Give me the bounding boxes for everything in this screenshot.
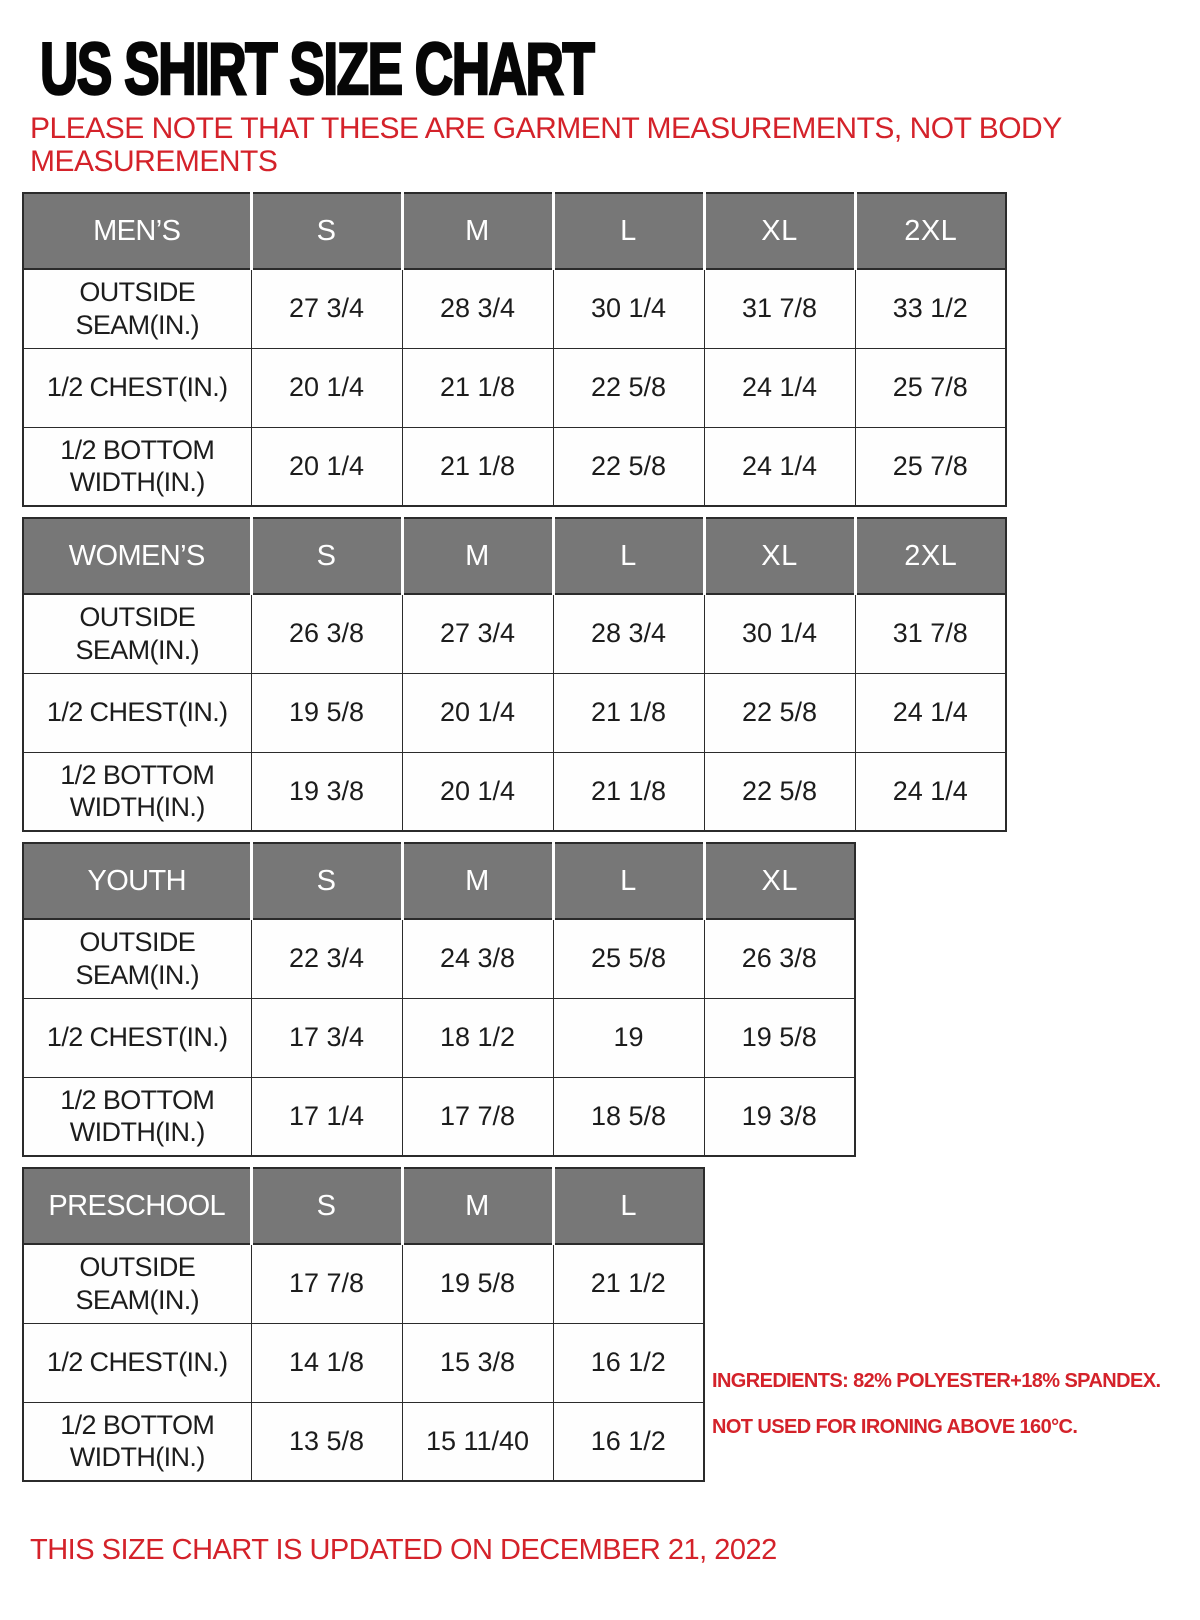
youth-size-header: L — [553, 843, 704, 919]
size-value: 17 7/8 — [402, 1077, 553, 1156]
size-tables-container — [0, 192, 1200, 1482]
size-value: 19 3/8 — [251, 752, 402, 831]
youth-size-header: S — [251, 843, 402, 919]
womens-size-header: XL — [704, 518, 855, 594]
size-value: 22 5/8 — [553, 427, 704, 506]
mens-size-header: XL — [704, 193, 855, 269]
youth-category-header: YOUTH — [23, 843, 251, 919]
womens-size-header: 2XL — [855, 518, 1006, 594]
size-value: 14 1/8 — [251, 1323, 402, 1402]
size-table-preschool — [22, 1167, 705, 1482]
row-label: 1/2 CHEST(IN.) — [23, 1323, 251, 1402]
womens-category-header: WOMEN’S — [23, 518, 251, 594]
mens-size-header: 2XL — [855, 193, 1006, 269]
row-label: 1/2 CHEST(IN.) — [23, 673, 251, 752]
row-label: 1/2 BOTTOM WIDTH(IN.) — [23, 752, 251, 831]
size-value: 26 3/8 — [704, 919, 855, 998]
header-row — [23, 843, 855, 919]
row-label: 1/2 BOTTOM WIDTH(IN.) — [23, 1077, 251, 1156]
ingredients-line-1: INGREDIENTS: 82% POLYESTER+18% SPANDEX. — [712, 1369, 1161, 1392]
size-table-youth — [22, 842, 856, 1157]
size-value: 22 5/8 — [553, 348, 704, 427]
row-label: 1/2 BOTTOM WIDTH(IN.) — [23, 1402, 251, 1481]
row-label: OUTSIDE SEAM(IN.) — [23, 594, 251, 673]
size-value: 28 3/4 — [553, 594, 704, 673]
size-value: 18 1/2 — [402, 998, 553, 1077]
garment-measurement-note: PLEASE NOTE THAT THESE ARE GARMENT MEASUREMENTS, NOT BODY MEASUREMENTS — [30, 112, 1062, 178]
table-row — [23, 594, 1006, 673]
size-value: 24 1/4 — [704, 348, 855, 427]
size-value: 27 3/4 — [402, 594, 553, 673]
size-value: 24 1/4 — [704, 427, 855, 506]
row-label: OUTSIDE SEAM(IN.) — [23, 1244, 251, 1323]
size-value: 16 1/2 — [553, 1323, 704, 1402]
preschool-size-header: L — [553, 1168, 704, 1244]
size-chart-page — [0, 27, 1200, 1566]
youth-size-header: M — [402, 843, 553, 919]
mens-size-header: M — [402, 193, 553, 269]
size-value: 33 1/2 — [855, 269, 1006, 348]
size-value: 21 1/2 — [553, 1244, 704, 1323]
size-value: 30 1/4 — [704, 594, 855, 673]
preschool-size-header: S — [251, 1168, 402, 1244]
mens-size-header: S — [251, 193, 402, 269]
table-row — [23, 673, 1006, 752]
size-value: 21 1/8 — [402, 427, 553, 506]
table-row — [23, 269, 1006, 348]
size-value: 20 1/4 — [402, 673, 553, 752]
table-row — [23, 1323, 704, 1402]
row-label: OUTSIDE SEAM(IN.) — [23, 919, 251, 998]
preschool-category-header: PRESCHOOL — [23, 1168, 251, 1244]
size-value: 16 1/2 — [553, 1402, 704, 1481]
size-value: 31 7/8 — [855, 594, 1006, 673]
size-value: 20 1/4 — [251, 427, 402, 506]
header-row — [23, 193, 1006, 269]
mens-size-header: L — [553, 193, 704, 269]
size-value: 19 5/8 — [704, 998, 855, 1077]
row-label: 1/2 BOTTOM WIDTH(IN.) — [23, 427, 251, 506]
size-value: 31 7/8 — [704, 269, 855, 348]
size-value: 18 5/8 — [553, 1077, 704, 1156]
size-value: 24 1/4 — [855, 673, 1006, 752]
ingredients-line-2: NOT USED FOR IRONING ABOVE 160°C. — [712, 1415, 1078, 1438]
size-value: 24 1/4 — [855, 752, 1006, 831]
table-row — [23, 427, 1006, 506]
size-value: 19 3/8 — [704, 1077, 855, 1156]
size-value: 19 5/8 — [402, 1244, 553, 1323]
womens-size-header: L — [553, 518, 704, 594]
size-value: 24 3/8 — [402, 919, 553, 998]
size-value: 20 1/4 — [251, 348, 402, 427]
size-value: 19 5/8 — [251, 673, 402, 752]
size-value: 22 5/8 — [704, 673, 855, 752]
table-row — [23, 1244, 704, 1323]
ingredients-note — [712, 1358, 1160, 1450]
size-value: 27 3/4 — [251, 269, 402, 348]
size-value: 21 1/8 — [553, 752, 704, 831]
row-label: 1/2 CHEST(IN.) — [23, 348, 251, 427]
mens-category-header: MEN’S — [23, 193, 251, 269]
update-date-note: THIS SIZE CHART IS UPDATED ON DECEMBER 21, 2022 — [30, 1534, 777, 1566]
womens-size-header: S — [251, 518, 402, 594]
header-row — [23, 518, 1006, 594]
table-row — [23, 1402, 704, 1481]
table-row — [23, 752, 1006, 831]
size-value: 30 1/4 — [553, 269, 704, 348]
table-row — [23, 998, 855, 1077]
size-value: 25 7/8 — [855, 348, 1006, 427]
youth-size-header: XL — [704, 843, 855, 919]
size-value: 15 3/8 — [402, 1323, 553, 1402]
size-value: 22 3/4 — [251, 919, 402, 998]
size-value: 25 7/8 — [855, 427, 1006, 506]
size-value: 25 5/8 — [553, 919, 704, 998]
womens-size-header: M — [402, 518, 553, 594]
size-table-womens — [22, 517, 1007, 832]
size-value: 21 1/8 — [402, 348, 553, 427]
preschool-size-header: M — [402, 1168, 553, 1244]
page-title: US SHIRT SIZE CHART — [40, 27, 594, 110]
table-row — [23, 1077, 855, 1156]
size-value: 22 5/8 — [704, 752, 855, 831]
size-value: 26 3/8 — [251, 594, 402, 673]
size-table-mens — [22, 192, 1007, 507]
size-value: 17 3/4 — [251, 998, 402, 1077]
size-value: 21 1/8 — [553, 673, 704, 752]
header-row — [23, 1168, 704, 1244]
row-label: OUTSIDE SEAM(IN.) — [23, 269, 251, 348]
size-value: 19 — [553, 998, 704, 1077]
size-value: 28 3/4 — [402, 269, 553, 348]
size-value: 17 7/8 — [251, 1244, 402, 1323]
table-row — [23, 348, 1006, 427]
table-row — [23, 919, 855, 998]
size-value: 13 5/8 — [251, 1402, 402, 1481]
size-value: 17 1/4 — [251, 1077, 402, 1156]
size-value: 15 11/40 — [402, 1402, 553, 1481]
size-value: 20 1/4 — [402, 752, 553, 831]
row-label: 1/2 CHEST(IN.) — [23, 998, 251, 1077]
